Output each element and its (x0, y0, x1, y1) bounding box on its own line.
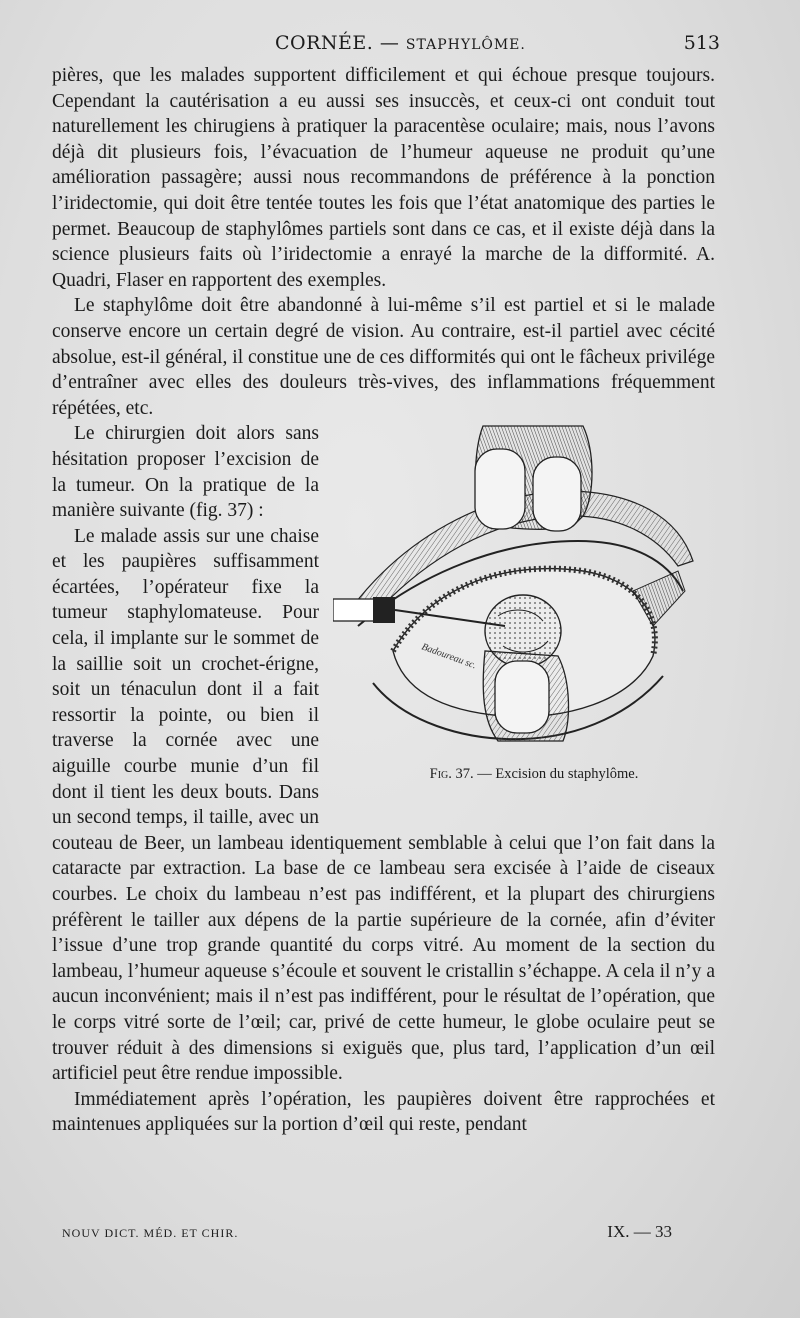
header-title-main: CORNÉE. (275, 32, 374, 54)
page-number: 513 (683, 32, 720, 54)
running-header (50, 32, 720, 60)
footer-signature-mark: IX. — 33 (607, 1222, 672, 1241)
figure-caption-text: — Excision du staphylôme. (473, 766, 639, 783)
header-title-sep: — (373, 32, 406, 54)
paragraph-5: Immédiatement après l’opération, les paupières doivent être rapprochées et maintenues appliquées sur la portion d’œil qui reste, pendant (52, 1088, 715, 1136)
header-title (275, 32, 526, 54)
figure-37 (333, 421, 719, 817)
figure-label: Fig. 37. (429, 766, 474, 783)
paragraph-3 (52, 421, 715, 783)
engraver-signature: Badoureau sc. (419, 641, 478, 672)
paragraph-4: Le malade assis sur une chaise et les paupières suffisamment écartées, l’opérateur fixe la tumeur staphylomateuse. Pour cela, il implante sur le sommet de la saillie soit un crochet-érigne, soit un ténaculun dont il a fait ressortir la pointe, ou bien il traverse la cornée avec une aiguille courbe munie d’un fil dont il tient les deux bouts. Dans un second temps, il taille, avec un couteau de Beer, un lambeau identiquement semblable à celui que l’on fait dans la cataracte par extraction. La base de ce lambeau sera excisée à l’aide de ciseaux courbes. Le choix du lambeau n’est pas indifférent, et la plupart des chirurgiens préfèrent le tailler aux dépens de la partie supérieure de la cornée, afin d’éviter l’issue d’une trop grande quantité du corps vitré. Au moment de la section du lambeau, l’humeur aqueuse s’écoule et souvent le cristallin s’échappe. A cela il n’y a aucun inconvénient; mais il n’est pas indifférent, pour le résultat de l’opération, que le corps vitré sorte de l’œil; car, privé de cette humeur, le globe oculaire peut se trouver réduit à des dimensions si exiguës que, plus tard, l’application d’un œil artificiel peut être rendue impossible. (52, 525, 715, 1085)
body-text (52, 63, 715, 1138)
paragraph-2: Le staphylôme doit être abandonné à lui-même s’il est partiel et si le malade conserve encore un certain degré de vision. Au contraire, est-il partiel avec cécité absolue, est-il général, il constitue une de ces difformités qui ont le fâcheux privilége d’entraîner avec elles des douleurs très-vives, des inflammations fréquemment répétées, etc. (52, 295, 715, 419)
header-title-sub: STAPHYLÔME. (405, 37, 526, 53)
paragraph-1: pières, que les malades supportent difficilement et qui échoue presque toujours. Cependant la cautérisation a eu aussi ses insuccès, et ceux-ci ont conduit tout naturellement les chirugiens à pratiquer la paracentèse oculaire; mais, nous l’avons déjà dit plusieurs fois, l’évacuation de l’humeur aqueuse ne produit qu’une amélioration passagère; aussi nous recommandons de préférence à la ponction l’iridectomie, qui doit être tentée toutes les fois que l’état anatomique des parties le permet. Beaucoup de staphylômes partiels sont dans ce cas, et il existe déjà dans la science plusieurs faits où l’iridectomie a enrayé la marche de la difformité. A. Quadri, Flaser en rapportent des exemples. (52, 65, 715, 291)
figure-caption (353, 765, 693, 783)
staphyloma-excision-illustration (333, 421, 719, 817)
footer-signature-title: NOUV DICT. MÉD. ET CHIR. (62, 1226, 239, 1240)
paragraph-3-text: Le chirurgien doit alors sans hésitation proposer l’excision de la tumeur. On la pratique de la manière suivante (fig. 37) : (52, 423, 319, 522)
page-footer (62, 1222, 672, 1244)
